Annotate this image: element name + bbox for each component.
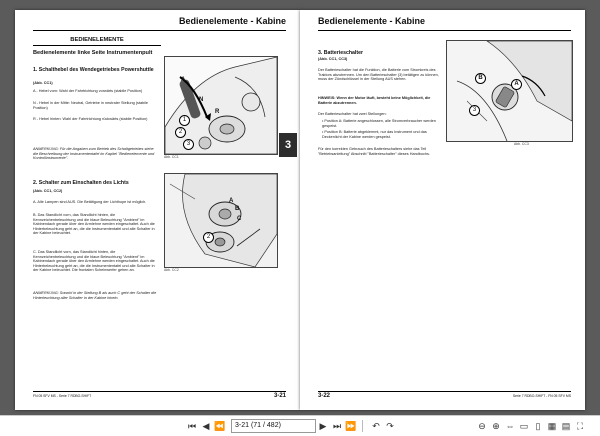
callout-a-cc1: A (181, 77, 186, 83)
figure-cc2 (164, 173, 278, 268)
item3-para2: Der Batterieschalter hat zwei Stellungen: (318, 112, 387, 116)
undo-icon[interactable]: ↶ (372, 421, 380, 431)
page-header: Bedienelemente - Kabine (318, 16, 571, 31)
callout-a-cc2: A (229, 198, 234, 204)
item1-n: N - Hebel in der Mitte: Neutral, Getriebe in neutraler Stellung (stabile Position) (33, 101, 149, 110)
toolbar-separator (362, 420, 363, 432)
figure-cc2-drawing (165, 174, 277, 267)
page-number: 3-22 (318, 393, 331, 399)
document-icon[interactable]: ▤ (561, 421, 571, 431)
callout-n-cc1: N (199, 97, 204, 103)
figure-cc2-caption: Abb. CC2 (164, 268, 179, 272)
single-page-icon[interactable]: ▭ (519, 421, 529, 431)
note2: ANMERKUNG: Sowohl in der Stellung B als auch C geht der Schalter die Hinterleuchtung aller Schalter in der Kabine hinein. (33, 291, 157, 300)
last-page-button[interactable]: ⏭ (332, 421, 342, 431)
item3-title: 3. Batterieschalter (318, 50, 363, 56)
section-rule (33, 45, 161, 46)
callout-r-cc1: R (215, 109, 220, 115)
item1-ref: (Abb. CC1) (33, 81, 53, 85)
right-page (300, 10, 585, 410)
chapter-tab: 3 (279, 133, 297, 157)
figure-cc3-caption: Abb. CC3 (514, 142, 529, 146)
item2-title: 2. Schalter zum Einschalten des Lichts (33, 180, 129, 186)
viewer-toolbar (0, 415, 600, 436)
two-page-icon[interactable]: ▯ (535, 421, 541, 431)
callout-2-cc1: 2 (175, 127, 186, 138)
footer-text: Serie 7 RDBO-SHIFT - FN 05 SFV MS (512, 394, 571, 398)
item3-ref: (Abb. CC1, CC3) (318, 57, 348, 61)
previous-page-button[interactable]: ◀ (202, 421, 210, 431)
callout-3-cc1: 3 (183, 139, 194, 150)
page-footer (33, 391, 286, 402)
figure-cc3 (446, 40, 573, 142)
left-page (15, 10, 300, 410)
item1-title: 1. Schalthebel des Wendegetriebes Powershuttle (33, 67, 154, 73)
callout-2-cc2: 2 (203, 232, 214, 243)
item3-warning: HINWEIS: Wenn der Motor läuft, besteht keine Möglichkeit, die Batterie abzutrennen. (318, 96, 431, 105)
callout-c-cc2: C (237, 216, 242, 222)
fullscreen-icon[interactable]: ⛶ (576, 421, 584, 431)
figure-cc3-drawing (447, 41, 572, 141)
callout-b-cc3: B (475, 73, 486, 84)
next-view-button[interactable]: ⏩ (345, 421, 357, 431)
figure-cc1-caption: Abb. CC1 (164, 155, 179, 159)
subtitle: Bedienelemente linke Seite Instrumentenpult (33, 50, 153, 56)
item1-r: R - Hebel hinten: Wahl der Fahrtrichtung rückwärts (stabile Position) (33, 117, 148, 121)
item2-ref: (Abb. CC1, CC2) (33, 189, 63, 193)
callout-b-cc2: B (235, 206, 240, 212)
page-header: Bedienelemente - Kabine (33, 16, 286, 31)
item1-a: A - Hebel vorn: Wahl der Fahrtrichtung vorwärts (stabile Position) (33, 89, 143, 93)
previous-view-button[interactable]: ⏪ (214, 421, 226, 431)
figure-cc1 (164, 56, 278, 155)
fit-width-icon[interactable]: ⇔ (505, 421, 515, 431)
item2-c: C. Das Standlicht vorn, das Standlicht hinten, die Kennzeichenbeleuchtung und die blaue Beleuchtung "Ambient" im Kabinendach gerade über den Armlehne werden eingeschaltet. Auch die Hinterbeleuchtung geht an, die die Instrumententafel und alle Schalter in der Kabine beleuchtet. Die frontalen Scheinwerfer gehen an. (33, 250, 155, 272)
position-a: • Position A: Batterie angeschlossen, alle Stromverbraucher werden gespeist. (322, 119, 436, 128)
item3-para1: Der Batterieschalter hat die Funktion, die Batterie vom Stromkreis des Traktors abzutrennen. Um den Batterieschalter (3) betätigen zu können, muss der Zündschlüssel in der Stellung AUS stehen. (318, 68, 439, 81)
section-title: BEDIENELEMENTE (70, 37, 124, 43)
callout-3-cc3: 3 (469, 105, 480, 116)
callout-a-cc3: A (511, 79, 522, 90)
position-b: • Position B: Batterie abgeklemmt, nur das Instrument und das Deckenlicht der Kabine werden gespeist. (322, 130, 427, 139)
item2-a: A. Alle Lampen sind AUS. Die Betätigung der Lichthupe ist möglich. (33, 200, 147, 204)
figure-cc1-drawing (165, 57, 277, 154)
callout-1-cc1: 1 (179, 115, 190, 126)
item2-b: B. Das Standlicht vorn, das Standlicht hinten, die Kennzeichenbeleuchtung und die blaue Beleuchtung "Ambient" im Kabinendach gerade über den Armlehne werden eingeschaltet. Auch die Hinterbeleuchtung geht an, die die Instrumententafel und alle Schalter in der Kabine beleuchtet. (33, 213, 155, 235)
redo-icon[interactable]: ↷ (386, 421, 394, 431)
note1: ANMERKUNG: Für die Angaben zum Betrieb des Schaltgetriebes siehe die Beschreibung der Instrumententafel im Kapitel "Bedienelemente und Kontrollinstrumente". (33, 147, 155, 160)
footer-text: FN 05 SFV MS - Serie 7 RDBO-SHIFT (33, 394, 92, 398)
zoom-out-icon[interactable]: ⊖ (478, 421, 486, 431)
page-footer (318, 391, 571, 402)
page-number: 3-21 (273, 393, 286, 399)
page-number-input[interactable]: 3-21 (71 / 482) (231, 419, 316, 433)
next-page-button[interactable]: ▶ (319, 421, 327, 431)
first-page-button[interactable]: ⏮ (187, 421, 197, 431)
item3-para3: Für den korrekten Gebrauch des Batterieschalters siehe das Teil "Betriebsanleitung" Abschnitt "Batterieschalter" dieses Handbuchs. (318, 147, 430, 156)
grid-view-icon[interactable]: ▦ (547, 421, 557, 431)
zoom-in-icon[interactable]: ⊕ (492, 421, 500, 431)
